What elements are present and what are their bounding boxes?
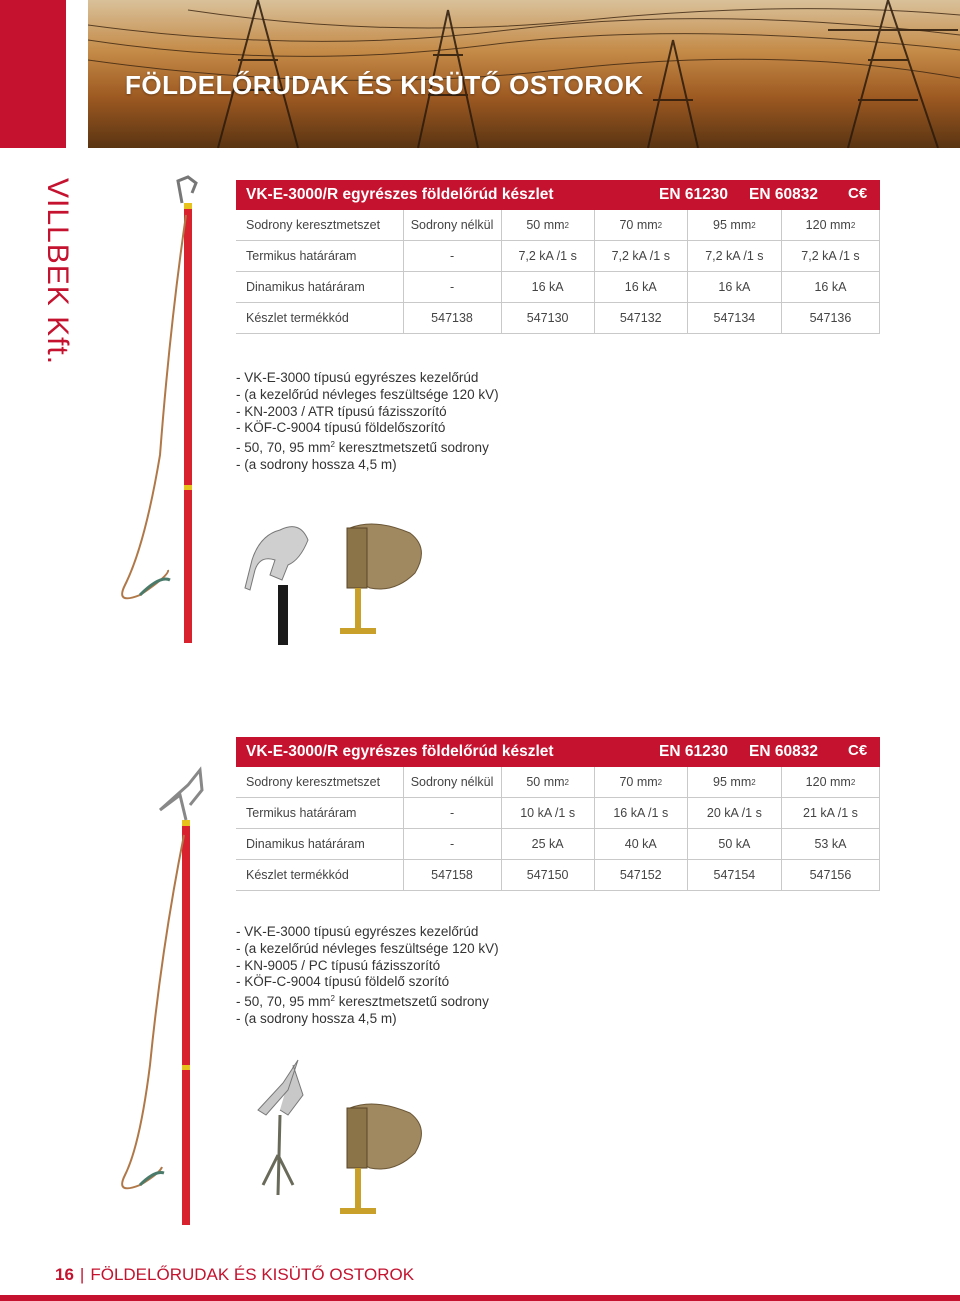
table-cell: 50 mm 2 — [501, 767, 594, 797]
table-cell: 25 kA — [501, 829, 594, 859]
table-cell: 16 kA /1 s — [594, 798, 687, 828]
table-cell: 21 kA /1 s — [781, 798, 880, 828]
spec-table-1 — [236, 180, 880, 334]
table-cell: 7,2 kA /1 s — [501, 241, 594, 271]
table-cell: 95 mm 2 — [687, 210, 781, 240]
table-cell: - — [403, 829, 501, 859]
footer-separator: | — [79, 1265, 85, 1284]
table-row — [236, 210, 880, 241]
standard-label: EN 60832 — [749, 186, 818, 203]
table-cell: Sodrony nélkül — [403, 210, 501, 240]
table-cell: 547130 — [501, 303, 594, 333]
footer-title: FÖLDELŐRUDAK ÉS KISÜTŐ OSTOROK — [90, 1265, 415, 1284]
table-cell: 547152 — [594, 860, 687, 890]
grounding-rod-image-2 — [100, 765, 220, 1235]
list-item: - (a kezelőrúd névleges feszültsége 120 kV) — [236, 386, 499, 402]
table-cell: 10 kA /1 s — [501, 798, 594, 828]
bullet-list-1 — [236, 370, 499, 474]
table-cell: 547150 — [501, 860, 594, 890]
product-title: VK-E-3000/R egyrészes földelőrúd készlet — [246, 186, 554, 203]
table-cell: 120 mm 2 — [781, 210, 880, 240]
spec-table-header — [236, 180, 880, 210]
table-row — [236, 767, 880, 798]
table-cell: 7,2 kA /1 s — [594, 241, 687, 271]
list-item: - (a sodrony hossza 4,5 m) — [236, 456, 397, 472]
table-cell: 53 kA — [781, 829, 880, 859]
standard-label: EN 61230 — [659, 743, 728, 760]
table-cell: 40 kA — [594, 829, 687, 859]
row-label: Készlet termékkód — [246, 311, 349, 325]
table-cell: - — [403, 241, 501, 271]
row-label: Dinamikus határáram — [246, 837, 365, 851]
table-row — [236, 272, 880, 303]
row-label: Termikus határáram — [246, 806, 357, 820]
table-cell: 70 mm 2 — [594, 767, 687, 797]
table-cell: 547138 — [403, 303, 501, 333]
header-banner — [0, 0, 960, 148]
table-cell: 7,2 kA /1 s — [687, 241, 781, 271]
table-row — [236, 798, 880, 829]
table-cell: 16 kA — [781, 272, 880, 302]
table-cell: 50 mm 2 — [501, 210, 594, 240]
footer-bar — [0, 1295, 960, 1301]
table-row — [236, 303, 880, 334]
page-number: 16 — [55, 1265, 74, 1284]
spec-table-header — [236, 737, 880, 767]
table-row — [236, 829, 880, 860]
table-row — [236, 860, 880, 891]
table-cell: 547158 — [403, 860, 501, 890]
brand-vertical: VILLBEK Kft. — [41, 178, 74, 366]
list-item: - KÖF-C-9004 típusú földelő szorító — [236, 974, 450, 990]
table-cell: 50 kA — [687, 829, 781, 859]
phase-clamp-image-1 — [240, 520, 320, 655]
table-cell: - — [403, 798, 501, 828]
list-item: - (a kezelőrúd névleges feszültsége 120 kV) — [236, 940, 499, 956]
list-item: - KN-9005 / PC típusú fázisszorító — [236, 957, 441, 973]
banner-red-block — [0, 0, 66, 148]
spec-table-2 — [236, 737, 880, 891]
table-cell: 547136 — [781, 303, 880, 333]
table-row — [236, 241, 880, 272]
row-label: Sodrony keresztmetszet — [246, 218, 381, 232]
table-cell: 547156 — [781, 860, 880, 890]
list-item: - VK-E-3000 típusú egyrészes kezelőrúd — [236, 370, 479, 385]
list-item: - 50, 70, 95 $mm^2$ keresztmetszetű sodrony — [236, 994, 489, 1010]
table-cell: 70 mm 2 — [594, 210, 687, 240]
grounding-rod-image-1 — [100, 175, 220, 655]
earth-clamp-image-2 — [335, 1098, 430, 1233]
table-cell: 95 mm 2 — [687, 767, 781, 797]
phase-clamp-image-2 — [248, 1055, 318, 1235]
page-footer — [55, 1265, 414, 1285]
list-item: - VK-E-3000 típusú egyrészes kezelőrúd — [236, 924, 479, 939]
table-cell: 547134 — [687, 303, 781, 333]
table-cell: 547154 — [687, 860, 781, 890]
list-item: - (a sodrony hossza 4,5 m) — [236, 1010, 397, 1026]
row-label: Sodrony keresztmetszet — [246, 775, 381, 789]
table-cell: 20 kA /1 s — [687, 798, 781, 828]
table-cell: 16 kA — [594, 272, 687, 302]
list-item: - KN-2003 / ATR típusú fázisszorító — [236, 403, 447, 419]
table-cell: 120 mm 2 — [781, 767, 880, 797]
ce-mark: C€ — [848, 185, 868, 202]
table-cell: 547132 — [594, 303, 687, 333]
page-title: FÖLDELŐRUDAK ÉS KISÜTŐ OSTOROK — [125, 70, 644, 100]
earth-clamp-image-1 — [335, 518, 430, 653]
ce-mark: C€ — [848, 742, 868, 759]
table-cell: 16 kA — [501, 272, 594, 302]
row-label: Termikus határáram — [246, 249, 357, 263]
table-cell: Sodrony nélkül — [403, 767, 501, 797]
product-title: VK-E-3000/R egyrészes földelőrúd készlet — [246, 743, 554, 760]
bullet-list-2 — [236, 924, 499, 1028]
table-cell: 7,2 kA /1 s — [781, 241, 880, 271]
list-item: - KÖF-C-9004 típusú földelőszorító — [236, 420, 446, 436]
row-label: Készlet termékkód — [246, 868, 349, 882]
list-item: - 50, 70, 95 $mm^2$ keresztmetszetű sodrony — [236, 440, 489, 456]
table-cell: - — [403, 272, 501, 302]
row-label: Dinamikus határáram — [246, 280, 365, 294]
table-cell: 16 kA — [687, 272, 781, 302]
standard-label: EN 60832 — [749, 743, 818, 760]
standard-label: EN 61230 — [659, 186, 728, 203]
